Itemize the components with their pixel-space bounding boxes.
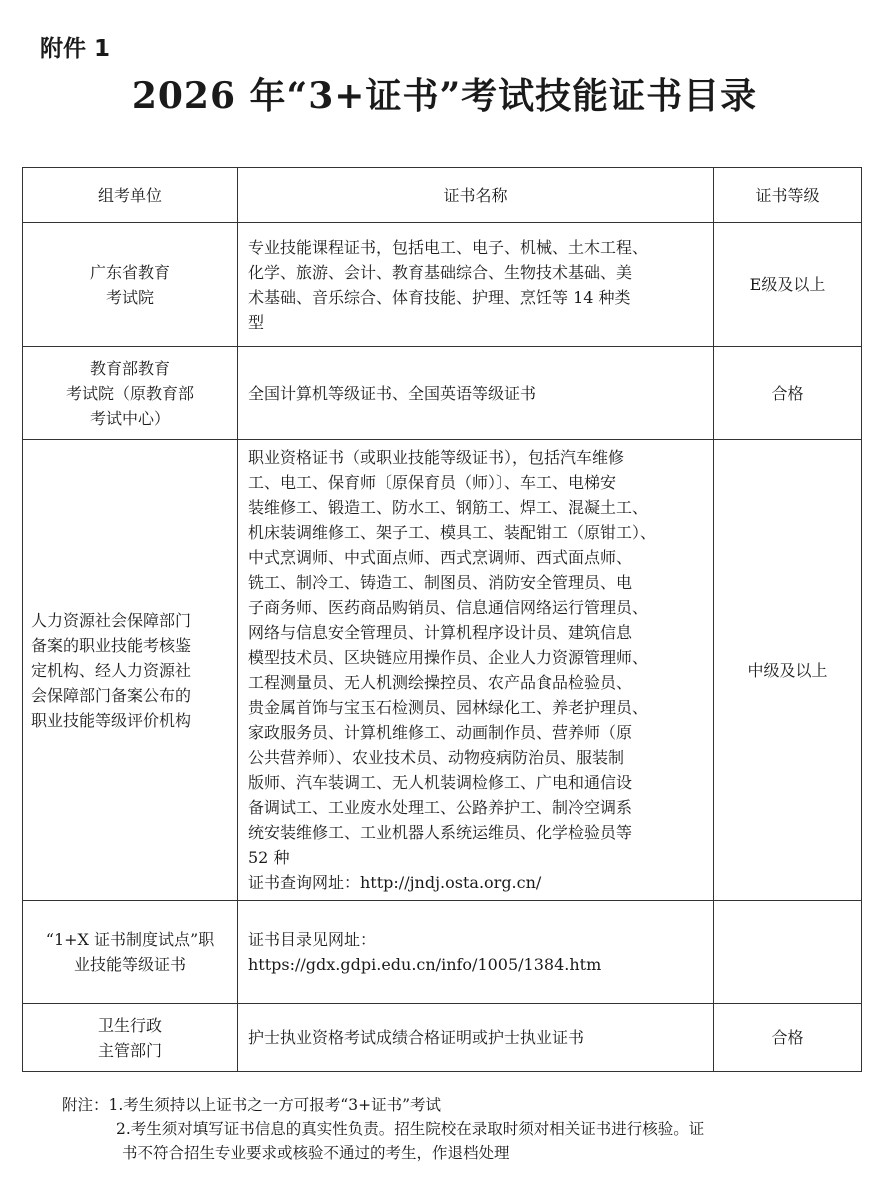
certificate-line: 证书目录见网址： <box>248 930 377 949</box>
certificate-line: 装维修工、锻造工、防水工、钢筋工、焊工、混凝土工、 <box>248 498 649 517</box>
certificate-level-cell: 合格 <box>714 1004 862 1072</box>
organizer-cell <box>23 347 238 440</box>
certificate-line: 网络与信息安全管理员、计算机程序设计员、建筑信息 <box>248 623 633 642</box>
certificate-catalog-url[interactable]: https://gdx.gdpi.edu.cn/info/1005/1384.htm <box>248 955 602 974</box>
organizer-cell <box>23 223 238 347</box>
certificate-line: 型 <box>248 312 265 332</box>
certificate-name-cell <box>238 901 714 1004</box>
certificate-name-cell <box>238 1004 714 1072</box>
certificate-level-cell: 合格 <box>714 347 862 440</box>
certificate-table <box>22 167 862 1072</box>
certificate-line: 家政服务员、计算机维修工、动画制作员、营养师（原 <box>248 723 633 742</box>
page-title: 2026 年“3+证书”考试技能证书目录 <box>131 75 758 117</box>
certificate-line: 机床装调维修工、架子工、模具工、装配钳工（原钳工）、 <box>248 523 657 542</box>
certificate-line: 专业技能课程证书，包括电工、电子、机械、土木工程、 <box>248 237 649 257</box>
certificate-line: 贵金属首饰与宝玉石检测员、园林绿化工、养老护理员、 <box>248 698 649 717</box>
certificate-name-cell <box>238 347 714 440</box>
table-row <box>23 223 862 347</box>
organizer-line: 会保障部门备案公布的 <box>31 685 192 705</box>
header-organizer: 组考单位 <box>23 168 238 223</box>
table-row <box>23 901 862 1004</box>
certificate-line: 公共营养师）、农业技术员、动物疫病防治员、服装制 <box>248 748 625 767</box>
certificate-line: 护士执业资格考试成绩合格证明或护士执业证书 <box>248 1028 585 1047</box>
certificate-line: 中式烹调师、中式面点师、西式烹调师、西式面点师、 <box>248 548 633 567</box>
certificate-line: 模型技术员、区块链应用操作员、企业人力资源管理师、 <box>248 648 649 667</box>
certificate-line: 52 种 <box>248 848 290 867</box>
organizer-cell <box>23 440 238 901</box>
footnote-item-1: 附注：1.考生须持以上证书之一方可报考“3+证书”考试 <box>62 1096 442 1114</box>
organizer-line: 备案的职业技能考核鉴 <box>31 635 192 655</box>
organizer-line: 定机构、经人力资源社 <box>31 660 192 680</box>
organizer-line: 职业技能等级评价机构 <box>31 710 192 730</box>
organizer-line: 业技能等级证书 <box>73 955 186 974</box>
footnotes <box>62 1093 704 1165</box>
certificate-name-cell <box>238 223 714 347</box>
certificate-level-cell: 中级及以上 <box>714 440 862 901</box>
organizer-line: 考试院（原教育部 <box>65 383 194 403</box>
certificate-name-cell <box>238 440 714 901</box>
table-row <box>23 440 862 901</box>
organizer-line: 人力资源社会保障部门 <box>31 610 192 630</box>
organizer-line: 卫生行政 <box>97 1015 162 1035</box>
header-certificate-level: 证书等级 <box>714 168 862 223</box>
table-row <box>23 347 862 440</box>
certificate-line: 备调试工、工业废水处理工、公路养护工、制冷空调系 <box>248 798 633 817</box>
certificate-level-cell <box>714 901 862 1004</box>
attachment-label: 附件 1 <box>40 36 111 62</box>
certificate-line: 职业资格证书（或职业技能等级证书），包括汽车维修 <box>248 448 625 467</box>
table-header-row <box>23 168 862 223</box>
certificate-line: 子商务师、医药商品购销员、信息通信网络运行管理员、 <box>248 598 649 617</box>
footnote-item-2-continued: 书不符合招生专业要求或核验不通过的考生，作退档处理 <box>122 1144 510 1162</box>
organizer-cell <box>23 901 238 1004</box>
certificate-level-cell: E级及以上 <box>714 223 862 347</box>
certificate-line: 铣工、制冷工、铸造工、制图员、消防安全管理员、电 <box>248 573 633 592</box>
organizer-line: 考试中心） <box>89 408 170 428</box>
organizer-line: 主管部门 <box>97 1040 162 1060</box>
footnote-prefix: 附注： <box>62 1096 109 1114</box>
certificate-line: 全国计算机等级证书、全国英语等级证书 <box>248 383 537 403</box>
certificate-line: 化学、旅游、会计、教育基础综合、生物技术基础、美 <box>248 262 633 282</box>
certificate-lookup-url[interactable]: 证书查询网址：http://jndj.osta.org.cn/ <box>248 873 542 892</box>
organizer-line: “1+X 证书制度试点”职 <box>45 930 215 949</box>
certificate-line: 工、电工、保育师〔原保育员（师）〕、车工、电梯安 <box>248 473 617 492</box>
certificate-line: 版师、汽车装调工、无人机装调检修工、广电和通信设 <box>248 773 633 792</box>
certificate-line: 术基础、音乐综合、体育技能、护理、烹饪等 14 种类 <box>248 287 631 307</box>
table-row <box>23 1004 862 1072</box>
certificate-line: 工程测量员、无人机测绘操控员、农产品食品检验员、 <box>248 673 633 692</box>
organizer-line: 教育部教育 <box>89 358 170 378</box>
footnote-item-2: 2.考生须对填写证书信息的真实性负责。招生院校在录取时须对相关证书进行核验。证 <box>116 1120 705 1138</box>
organizer-cell <box>23 1004 238 1072</box>
header-certificate-name: 证书名称 <box>238 168 714 223</box>
certificate-line: 统安装维修工、工业机器人系统运维员、化学检验员等 <box>248 823 633 842</box>
organizer-line: 考试院 <box>105 287 154 307</box>
organizer-line: 广东省教育 <box>89 262 170 282</box>
